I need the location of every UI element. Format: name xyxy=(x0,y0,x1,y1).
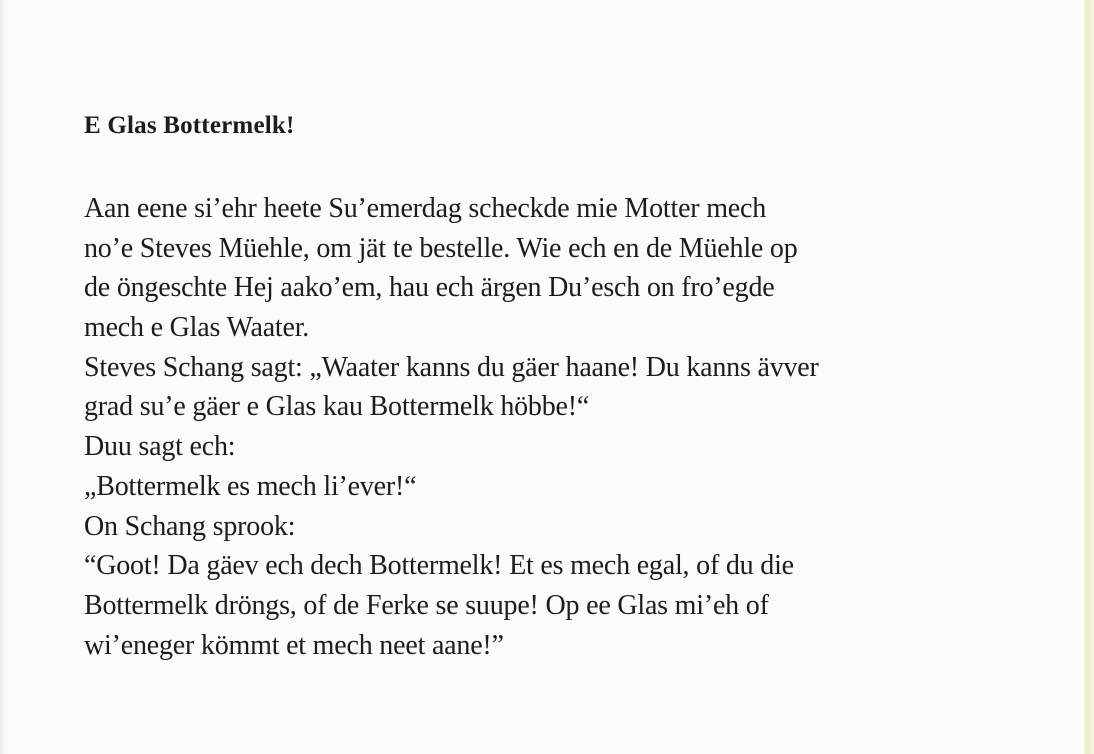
text-line: grad su’e gäer e Glas kau Bottermelk höbbe!“ xyxy=(84,391,590,423)
text-line: „Bottermelk es mech li’ever!“ xyxy=(84,470,417,502)
page-edge xyxy=(1084,0,1094,754)
text-line: Duu sagt ech: xyxy=(84,431,236,463)
text-line: “Goot! Da gäev ech dech Bottermelk! Et es mech egal, of du die xyxy=(84,550,794,582)
text-line: On Schang sprook: xyxy=(84,510,296,542)
text-line: Bottermelk dröngs, of de Ferke se suupe! Op ee Glas mi’eh of xyxy=(84,589,769,621)
text-line: Aan eene si’ehr heete Su’emerdag scheckde mie Motter mech xyxy=(84,193,767,224)
page-gutter-shadow xyxy=(0,0,6,754)
text-line: wi’eneger kömmt et mech neet aane!” xyxy=(84,629,504,661)
text-line: Steves Schang sagt: „Waater kanns du gäer haane! Du kanns ävver xyxy=(84,351,819,383)
story-body xyxy=(84,189,954,665)
text-line: mech e Glas Waater. xyxy=(84,312,310,344)
text-line: de öngeschte Hej aako’em, hau ech ärgen Du’esch on fro’egde xyxy=(84,272,775,304)
story-title: E Glas Bottermelk! xyxy=(84,112,295,139)
text-line: no’e Steves Müehle, om jät te bestelle. Wie ech en de Müehle op xyxy=(84,232,798,264)
